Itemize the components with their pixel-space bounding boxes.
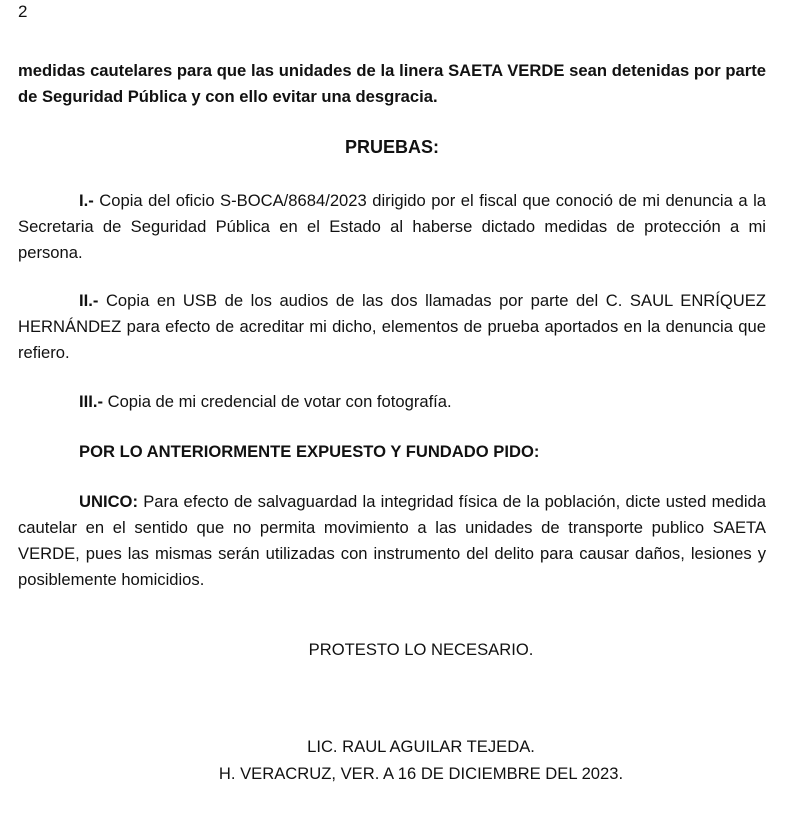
closing-statement: PROTESTO LO NECESARIO. — [308, 640, 534, 659]
unico-paragraph — [18, 489, 766, 593]
evidence-item-3 — [18, 389, 766, 415]
evidence-item-label: III.- — [79, 392, 103, 411]
unico-label: UNICO: — [79, 492, 138, 511]
signature-place-date: H. VERACRUZ, VER. A 16 DE DICIEMBRE DEL 2023. — [218, 764, 624, 783]
signature-name: LIC. RAUL AGUILAR TEJEDA. — [307, 737, 535, 756]
evidence-item-text: Copia en USB de los audios de las dos llamadas por parte del C. SAUL ENRÍQUEZ HERNÁNDEZ para efecto de acreditar mi dicho, elementos de prueba aportados en la denuncia que refiero. — [18, 291, 766, 362]
intro-paragraph: medidas cautelares para que las unidades de la linera SAETA VERDE sean detenidas por parte de Seguridad Pública y con ello evitar una desgracia. — [18, 61, 766, 106]
petition-heading: POR LO ANTERIORMENTE EXPUESTO Y FUNDADO PIDO: — [79, 442, 540, 461]
unico-text: Para efecto de salvaguardad la integridad física de la población, dicte usted medida cautelar en el sentido que no permita movimiento a las unidades de transporte publico SAETA VERDE, pues las mismas serán utilizadas con instrumento del delito para causar daños, lesiones y posiblemente homicidios. — [18, 492, 766, 589]
pruebas-heading: PRUEBAS: — [344, 137, 439, 157]
evidence-item-label: I.- — [79, 191, 94, 210]
evidence-item-text: Copia del oficio S-BOCA/8684/2023 dirigido por el fiscal que conoció de mi denuncia a la Secretaria de Seguridad Pública en el Estado al haberse dictado medidas de protección a mi persona. — [18, 191, 766, 262]
evidence-item-text: Copia de mi credencial de votar con fotografía. — [102, 392, 452, 411]
evidence-item-1 — [18, 188, 766, 266]
evidence-item-2 — [18, 288, 766, 366]
evidence-item-label: II.- — [79, 291, 99, 310]
page-number: 2 — [18, 2, 28, 21]
